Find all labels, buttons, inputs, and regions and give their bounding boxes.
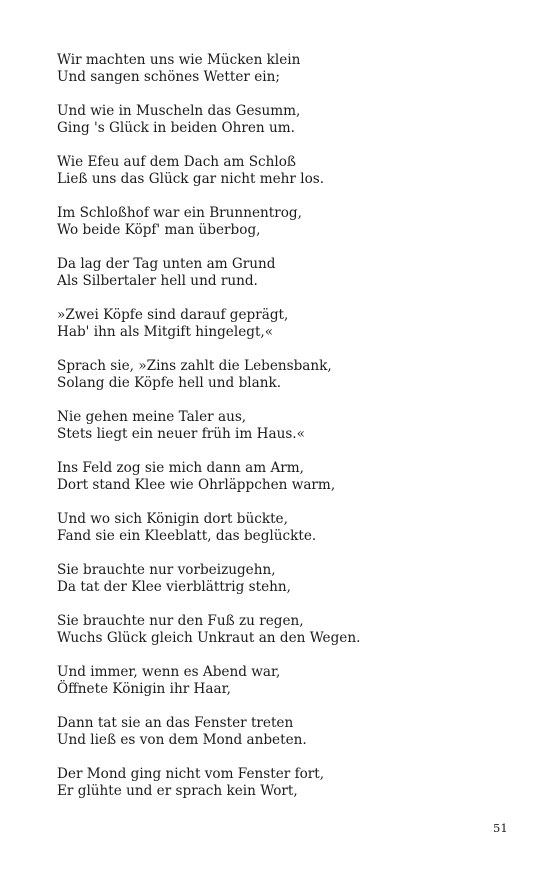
stanza — [57, 715, 517, 750]
stanza — [57, 562, 517, 597]
poem-line: Nie gehen meine Taler aus, — [57, 408, 247, 425]
poem-line: Und wie in Muscheln das Gesumm, — [57, 102, 301, 119]
stanza — [57, 52, 517, 87]
page-number: 51 — [493, 821, 508, 835]
poem-line: Wie Efeu auf dem Dach am Schloß — [57, 153, 296, 170]
poem-line: Wir machten uns wie Mücken klein — [57, 52, 301, 68]
poem-line: Ins Feld zog sie mich dann am Arm, — [57, 459, 304, 476]
stanza — [57, 766, 517, 801]
poem-line: Ging 's Glück in beiden Ohren um. — [57, 120, 295, 137]
stanza — [57, 460, 517, 495]
poem-line: Dann tat sie an das Fenster treten — [57, 714, 294, 731]
stanza — [57, 358, 517, 393]
poem-text — [57, 52, 517, 817]
stanza — [57, 256, 517, 291]
stanza — [57, 664, 517, 699]
poem-line: Er glühte und er sprach kein Wort, — [57, 783, 298, 800]
poem-line: Da tat der Klee vierblättrig stehn, — [57, 579, 291, 596]
poem-line: Öffnete Königin ihr Haar, — [57, 681, 231, 698]
stanza — [57, 103, 517, 138]
poem-line: Fand sie ein Kleeblatt, das beglückte. — [57, 528, 317, 545]
stanza — [57, 205, 517, 240]
poem-line: Und sangen schönes Wetter ein; — [57, 69, 280, 86]
poem-line: Stets liegt ein neuer früh im Haus.« — [57, 426, 305, 443]
stanza — [57, 511, 517, 546]
stanza — [57, 613, 517, 648]
poem-line: Der Mond ging nicht vom Fenster fort, — [57, 765, 325, 782]
poem-line: »Zwei Köpfe sind darauf geprägt, — [57, 306, 289, 323]
poem-line: Sie brauchte nur vorbeizugehn, — [57, 561, 276, 578]
poem-line: Dort stand Klee wie Ohrläppchen warm, — [57, 477, 336, 494]
poem-line: Da lag der Tag unten am Grund — [57, 255, 276, 272]
poem-line: Solang die Köpfe hell und blank. — [57, 375, 282, 392]
poem-line: Ließ uns das Glück gar nicht mehr los. — [57, 171, 325, 188]
poem-line: Und wo sich Königin dort bückte, — [57, 510, 288, 527]
poem-line: Und ließ es von dem Mond anbeten. — [57, 732, 307, 749]
stanza — [57, 154, 517, 189]
stanza — [57, 409, 517, 444]
stanza — [57, 307, 517, 342]
poem-line: Als Silbertaler hell und rund. — [57, 273, 258, 290]
poem-line: Im Schloßhof war ein Brunnentrog, — [57, 204, 302, 221]
poem-line: Sprach sie, »Zins zahlt die Lebensbank, — [57, 357, 332, 374]
poem-line: Und immer, wenn es Abend war, — [57, 663, 281, 680]
poem-line: Wuchs Glück gleich Unkraut an den Wegen. — [57, 630, 361, 647]
poem-line: Hab' ihn als Mitgift hingelegt,« — [57, 324, 274, 341]
poem-line: Wo beide Köpf' man überbog, — [57, 222, 261, 239]
poem-line: Sie brauchte nur den Fuß zu regen, — [57, 612, 304, 629]
